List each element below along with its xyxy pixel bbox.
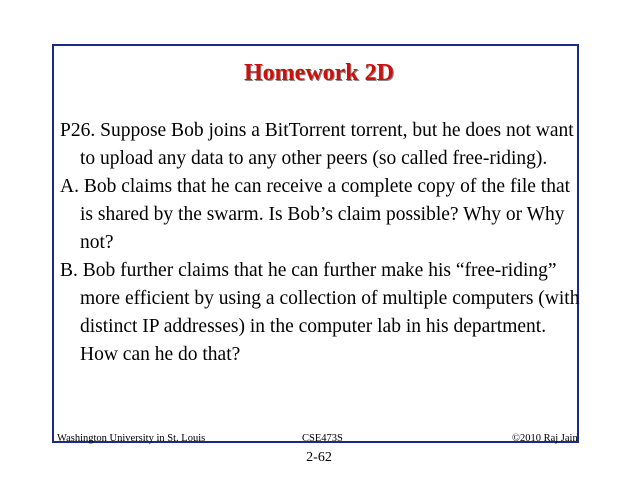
question-paragraph-p26: P26. Suppose Bob joins a BitTorrent torrent, but he does not want to upload any data to any other peers (so called free-riding). (60, 120, 574, 169)
slide-title: Homework 2D (244, 60, 394, 86)
question-paragraph-a: A. Bob claims that he can receive a complete copy of the file that is shared by the swarm. Is Bob’s claim possible? Why or Why not? (60, 176, 571, 253)
footer-copyright: ©2010 Raj Jain (512, 433, 578, 444)
question-paragraph-b: B. Bob further claims that he can further make his “free-riding” more efficient by using a collection of multiple computers (with distinct IP addresses) in the computer lab in his department. How can he do that? (60, 260, 580, 365)
footer-course: CSE473S (302, 433, 343, 444)
footer-institution: Washington University in St. Louis (57, 433, 206, 444)
page-number: 2-62 (306, 450, 332, 465)
slide-body (60, 117, 580, 369)
